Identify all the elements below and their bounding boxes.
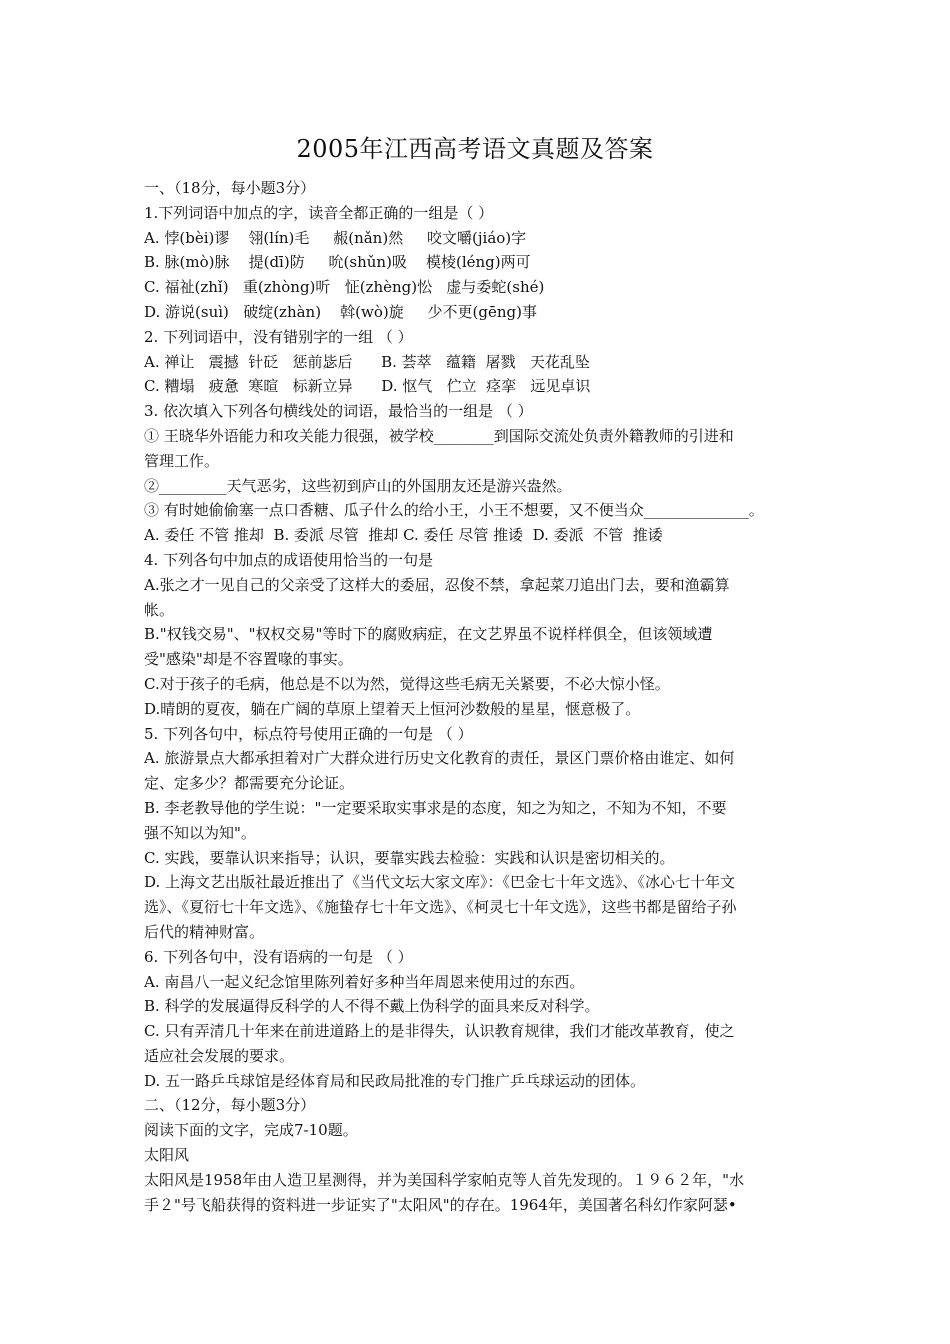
text-line: B. 脉(mò)脉 提(dī)防 吮(shǔn)吸 模棱(léng)两可 <box>144 253 531 272</box>
text-line: 1.下列词语中加点的字，读音全都正确的一组是（ ） <box>144 203 494 222</box>
text-line: 管理工作。 <box>144 451 220 470</box>
text-line: A. 旅游景点大都承担着对广大群众进行历史文化教育的责任，景区门票价格由谁定、如何 <box>144 749 735 768</box>
text-line: 一、（18分，每小题3分） <box>144 179 316 197</box>
text-line: 后代的精神财富。 <box>144 922 265 941</box>
text-line: 定、定多少？都需要充分论证。 <box>144 774 355 793</box>
text-line: 6. 下列各句中，没有语病的一句是 （ ） <box>144 947 413 966</box>
text-line: B."权钱交易"、"权权交易"等时下的腐败病症，在文艺界虽不说样样俱全，但该领域遭 <box>144 625 713 644</box>
text-line: ②_________天气恶劣，这些初到庐山的外国朋友还是游兴盎然。 <box>144 476 572 495</box>
text-line: 阅读下面的文字，完成7-10题。 <box>144 1121 358 1140</box>
document-body <box>144 176 812 1217</box>
text-line: A. 悖(bèi)谬 翎(lín)毛 赧(nǎn)然 咬文嚼(jiáo)字 <box>144 228 527 247</box>
text-line: D.晴朗的夏夜，躺在广阔的草原上望着天上恒河沙数般的星星，惬意极了。 <box>144 699 641 718</box>
text-line: C.对于孩子的毛病，他总是不以为然，觉得这些毛病无关紧要，不必大惊小怪。 <box>144 674 670 693</box>
text-line: 太阳风 <box>144 1146 190 1165</box>
text-line: C. 福祉(zhǐ) 重(zhòng)听 怔(zhèng)忪 虚与委蛇(shé) <box>144 278 545 297</box>
text-line: 4. 下列各句中加点的成语使用恰当的一句是 <box>144 550 434 569</box>
text-line: A.张之才一见自己的父亲受了这样大的委屈，忍俊不禁，拿起菜刀追出门去，要和渔霸算 <box>144 575 730 594</box>
text-line: 5. 下列各句中，标点符号使用正确的一句是 （ ） <box>144 724 473 743</box>
text-line: 3. 依次填入下列各句横线处的词语，最恰当的一组是 （ ） <box>144 402 533 421</box>
text-line: B. 科学的发展逼得反科学的人不得不戴上伪科学的面具来反对科学。 <box>144 997 600 1016</box>
text-line: 2. 下列词语中，没有错别字的一组 （ ） <box>144 327 413 346</box>
text-line: C. 糟塌 疲惫 寒暄 标新立异 D. 怄气 伫立 痉挛 远见卓识 <box>144 377 591 396</box>
text-line: A. 南昌八一起义纪念馆里陈列着好多种当年周恩来使用过的东西。 <box>144 972 585 991</box>
text-line: D. 游说(suì) 破绽(zhàn) 斡(wò)旋 少不更(gēng)事 <box>144 302 537 321</box>
text-line: 选》、《夏衍七十年文选》、《施蛰存七十年文选》、《柯灵七十年文选》，这些书都是留给子孙 <box>144 898 737 917</box>
text-line: D. 五一路乒乓球馆是经体育局和民政局批准的专门推广乒乓球运动的团体。 <box>144 1071 646 1090</box>
text-line: 帐。 <box>144 600 175 619</box>
text-line: C. 只有弄清几十年来在前进道路上的是非得失，认识教育规律，我们才能改革教育，使之 <box>144 1022 735 1041</box>
text-line: ③ 有时她偷偷塞一点口香糖、瓜子什么的给小王，小王不想要，又不便当众______________。 <box>144 501 764 520</box>
text-line: 手２"号飞船获得的资料进一步证实了"太阳风"的存在。1964年，美国著名科幻作家阿瑟• <box>144 1195 737 1214</box>
text-line: 受"感染"却是不容置喙的事实。 <box>144 650 353 669</box>
text-line: B. 李老教导他的学生说："一定要采取实事求是的态度，知之为知之，不知为不知，不要 <box>144 798 727 817</box>
text-line: A. 委任 不管 推却 B. 委派 尽管 推却 C. 委任 尽管 推诿 D. 委派 不管 推诿 <box>144 526 663 545</box>
text-line: 强不知以为知"。 <box>144 823 256 842</box>
page-title: 2005年江西高考语文真题及答案 <box>296 135 654 163</box>
text-line: A. 禅让 震撼 针砭 惩前毖后 B. 荟萃 蕴籍 屠戮 天花乱坠 <box>144 352 590 371</box>
text-line: 适应社会发展的要求。 <box>144 1046 295 1065</box>
text-line: C. 实践，要靠认识来指导；认识，要靠实践去检验：实践和认识是密切相关的。 <box>144 848 675 867</box>
text-line: 二、（12分，每小题3分） <box>144 1096 316 1115</box>
text-line: D. 上海文艺出版社最近推出了《当代文坛大家文库》：《巴金七十年文选》、《冰心七十年文 <box>144 873 736 892</box>
text-line: 太阳风是1958年由人造卫星测得，并为美国科学家帕克等人首先发现的。１９６２年，"水 <box>144 1170 745 1189</box>
text-line: ① 王晓华外语能力和攻关能力很强，被学校________到国际交流处负责外籍教师的引进和 <box>144 426 734 445</box>
